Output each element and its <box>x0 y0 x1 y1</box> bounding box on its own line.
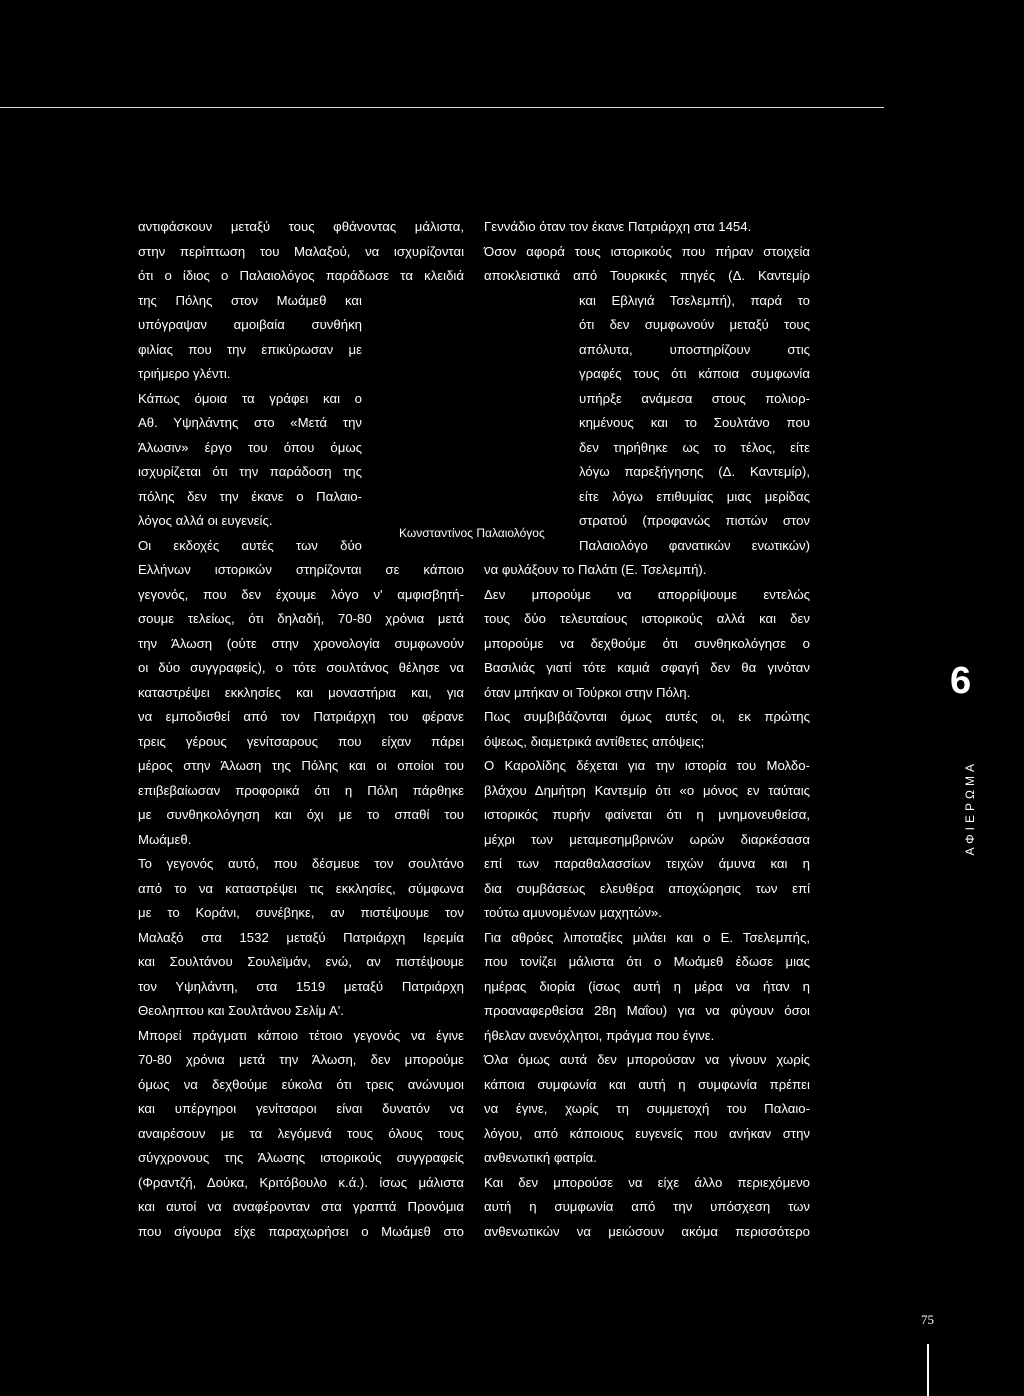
text-line: είτε λόγω επιθυμίας μιας μερίδας <box>579 488 810 504</box>
text-line: Για αθρόες λιποταξίες μιλάει και ο Ε. Τσελεμπής, <box>484 929 810 945</box>
text-line: λόγου, από κάποιους ευγενείς που ανήκαν στην <box>484 1125 810 1141</box>
text-line: Γεννάδιο όταν τον έκανε Πατριάρχη στα 1454. <box>484 219 752 234</box>
text-line: Ο Καρολίδης δέχεται για την ιστορία του Μολδο- <box>484 758 810 773</box>
text-line: φιλίας που την επικύρωσαν με <box>138 341 362 357</box>
text-line: όταν μπήκαν οι Τούρκοι στην Πόλη. <box>484 684 691 700</box>
text-line: προαναφερθείσα 28η Μαΐου) για να φύγουν όσοι <box>484 1003 810 1018</box>
text-line: ότι δεν συμφωνούν μεταξύ τους <box>579 317 810 332</box>
text-line: που σίγουρα είχε παραχωρήσει ο Μωάμεθ στο <box>138 1223 464 1239</box>
folio-bar <box>927 1344 929 1396</box>
text-line: αυτή η συμφωνία από την υπόσχεση των <box>484 1199 810 1214</box>
text-line: Μαλαξό στα 1532 μεταξύ Πατριάρχη Ιερεμία <box>138 929 464 945</box>
text-line: Οι εκδοχές αυτές των δύο <box>138 537 362 553</box>
text-line: Το γεγονός αυτό, που δέσμευε τον σουλτάνο <box>138 856 464 871</box>
text-line: και Εβλιγιά Τσελεμπή), παρά το <box>579 292 810 308</box>
text-line: Παλαιολόγο φανατικών ενωτικών) <box>579 537 810 553</box>
text-line: την Άλωση (ούτε στην χρονολογία συμφωνούν <box>138 635 464 651</box>
text-line: πόλης δεν την έκανε ο Παλαιο- <box>138 488 362 504</box>
text-line: κημένους και το Σουλτάνο που <box>579 415 810 430</box>
text-line: οι δύο συγγραφείς), ο τότε σουλτάνος θέλησε να <box>138 660 464 675</box>
text-line: Άλωσιν» έργο του όπου όμως <box>138 439 362 455</box>
text-line: Πως συμβιβάζονται όμως αυτές οι, εκ πρώτης <box>484 709 810 724</box>
text-line: και υπέργηροι γενίτσαροι είναι δυνατόν να <box>138 1101 464 1116</box>
text-line: γραφές τους ότι κάποια συμφωνία <box>579 366 810 381</box>
text-line: που τονίζει μάλιστα ότι ο Μωάμεθ έδωσε μιας <box>484 954 810 969</box>
text-line: αντιφάσκουν μεταξύ τους φθάνοντας μάλιστα, <box>138 219 464 234</box>
text-line: τους δύο τελευταίους ιστορικούς αλλά και δεν <box>484 611 810 626</box>
text-line: στρατού (προφανώς πιστών στον <box>579 513 810 528</box>
text-line: κάποια συμφωνία και αυτή η συμφωνία πρέπει <box>484 1076 810 1092</box>
text-line: σύγχρονους της Άλωσης ιστορικούς συγγραφείς <box>138 1150 464 1165</box>
text-line: δια συμβάσεως ελευθέρα αποχώρησις των επί <box>484 880 810 896</box>
text-line: λόγος αλλά οι ευγενείς. <box>138 513 273 528</box>
text-line: με το Κοράνι, συνέβηκε, αν πιστέψουμε τον <box>138 905 464 920</box>
text-line: βλάχου Δημήτρη Καντεμίρ ότι «ο μόνος εν ταύταις <box>484 782 810 798</box>
text-line: Ελλήνων ιστορικών στηρίζονται σε κάποιο <box>138 562 464 577</box>
text-line: (Φραντζή, Δούκα, Κριτόβουλο κ.ά.). ίσως μάλιστα <box>138 1174 464 1190</box>
right-text-column <box>484 215 810 1244</box>
left-text-column <box>138 215 464 1244</box>
text-line: της Πόλης στον Μωάμεθ και <box>138 292 362 308</box>
text-line: στην περίπτωση του Μαλαξού, να ισχυρίζονται <box>138 243 464 259</box>
text-line: ανθενωτικών να μειώσουν ακόμα περισσότερο <box>484 1223 810 1239</box>
text-line: τούτω αμυνομένων μαχητών». <box>484 905 662 920</box>
text-line: όψεως, διαμετρικά αντίθετες απόψεις; <box>484 733 705 749</box>
text-line: να έγινε, χωρίς τη συμμετοχή του Παλαιο- <box>484 1101 810 1116</box>
text-line: δεν τηρήθηκε ως το τέλος, είτε <box>579 439 810 455</box>
text-line: Μπορεί πράγματι κάποιο τέτοιο γεγονός να έγινε <box>138 1027 464 1043</box>
text-line: Θεοληπτου και Σουλτάνου Σελίμ Α'. <box>138 1003 344 1018</box>
text-line: Βασιλιάς γιατί τότε καμιά σφαγή δεν θα γινόταν <box>484 660 810 675</box>
text-line: ήθελαν ανενόχλητοι, πράγμα που έγινε. <box>484 1027 715 1043</box>
text-line: ιστορικός πυρήν φαίνεται ότι η μνημονευθείσα, <box>484 807 810 822</box>
image-caption: Κωνσταντίνος Παλαιολόγος <box>399 526 545 540</box>
top-rule <box>0 107 884 108</box>
text-line: Δεν μπορούμε να απορρίψουμε εντελώς <box>484 586 810 602</box>
text-line: επιβεβαίωσαν προφορικά ότι η Πόλη πάρθηκε <box>138 782 464 798</box>
text-line: λόγω παρεξήγησης (Δ. Καντεμίρ), <box>579 464 810 479</box>
text-line: τον Υψηλάντη, στα 1519 μεταξύ Πατριάρχη <box>138 978 464 994</box>
text-line: αναιρέσουν με τα λεγόμενά τους όλους τους <box>138 1125 464 1141</box>
text-line: όμως να δεχθούμε εύκολα ότι τρεις ανώνυμοι <box>138 1076 464 1092</box>
text-line: γεγονός, που δεν έχουμε λόγο ν' αμφισβητή- <box>138 586 464 602</box>
text-line: μέχρι των μεταμεσημβρινών ωρών διαρκέσασα <box>484 831 810 847</box>
text-line: σουμε τελείως, ότι δηλαδή, 70-80 χρόνια μετά <box>138 611 464 626</box>
text-line: ότι ο ίδιος ο Παλαιολόγος παράδωσε τα κλειδιά <box>138 268 464 283</box>
text-line: Μωάμεθ. <box>138 831 192 847</box>
text-line: υπόγραψαν αμοιβαία συνθήκη <box>138 317 362 332</box>
text-line: ανθενωτική φατρία. <box>484 1150 597 1165</box>
text-line: τριήμερο γλέντι. <box>138 366 231 381</box>
text-line: επί των παραθαλασσίων τειχών άμυνα και η <box>484 856 810 871</box>
text-line: 70-80 χρόνια μετά την Άλωση, δεν μπορούμε <box>138 1052 464 1067</box>
text-line: αποκλειστικά από Τουρκικές πηγές (Δ. Καντεμίρ <box>484 268 810 283</box>
text-line: Κάπως όμοια τα γράφει και ο <box>138 390 362 406</box>
text-line: να εμποδισθεί από τον Πατριάρχη του φέρανε <box>138 709 464 724</box>
text-line: υπήρξε ανάμεσα στους πολιορ- <box>579 390 810 406</box>
page-number: 75 <box>921 1312 934 1327</box>
text-line: Όλα όμως αυτά δεν μπορούσαν να γίνουν χωρίς <box>484 1052 810 1067</box>
text-line: Όσον αφορά τους ιστορικούς που πήραν στοιχεία <box>484 243 810 259</box>
text-line: απόλυτα, υποστηρίζουν στις <box>579 341 810 357</box>
text-line: από το να καταστρέψει τις εκκλησίες, σύμφωνα <box>138 880 464 896</box>
section-number: 6 <box>950 660 972 702</box>
section-label: ΑΦΙΕΡΩΜΑ <box>963 760 977 856</box>
text-line: τρεις γέρους γενίτσαρους που είχαν πάρει <box>138 733 464 749</box>
text-line: με συνθηκολόγηση και όχι με το σπαθί του <box>138 807 464 822</box>
text-line: Και δεν μπορούσε να είχε άλλο περιεχόμενο <box>484 1174 810 1190</box>
text-line: να φυλάξουν το Παλάτι (Ε. Τσελεμπή). <box>484 562 707 577</box>
text-line: καταστρέψει εκκλησίες και μοναστήρια και, για <box>138 684 464 700</box>
text-line: Αθ. Υψηλάντης στο «Μετά την <box>138 415 362 430</box>
text-line: ημέρας διορία (ίσως αυτή η μέρα να ήταν η <box>484 978 810 994</box>
text-line: μέρος στην Άλωση της Πόλης και οι οποίοι του <box>138 758 464 773</box>
text-line: ισχυρίζεται ότι την παράδοση της <box>138 464 362 479</box>
text-line: μπορούμε να δεχθούμε ότι συνθηκολόγησε ο <box>484 635 810 651</box>
text-line: και Σουλτάνου Σουλεϊμάν, ενώ, αν πιστέψουμε <box>138 954 464 969</box>
text-line: και αυτοί να αναφέρονταν στα γραπτά Προνόμια <box>138 1199 464 1214</box>
